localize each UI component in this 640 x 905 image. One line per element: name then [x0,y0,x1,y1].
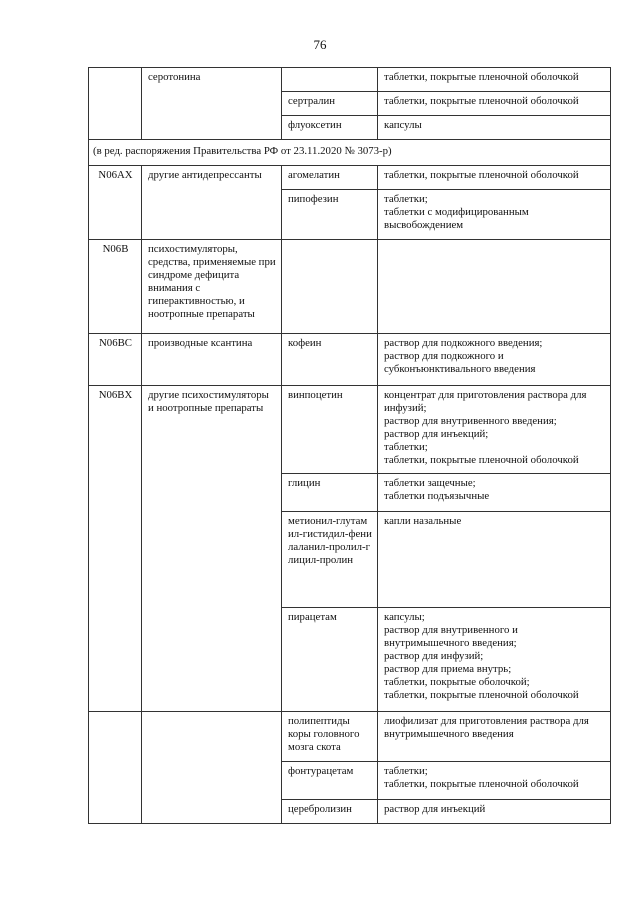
form-line: таблетки, покрытые оболочкой; [384,676,530,688]
form-line: раствор для внутривенного и внутримышечного введения; [384,624,518,649]
form-line: таблетки защечные; [384,477,476,489]
form-line: таблетки; [384,441,428,453]
group-cell: психостимуляторы, средства, применяемые при синдроме дефицита внимания с гиперактивностью, и ноотропные препараты [142,240,282,334]
form-cell [378,68,611,92]
drug-cell: глицин [282,474,378,512]
form-cell [378,474,611,512]
form-line: таблетки; [384,193,428,205]
atc-code-cell: N06BC [89,334,142,386]
form-line: раствор для подкожного введения; [384,337,543,349]
form-cell [378,762,611,800]
medicines-table [88,67,611,824]
drug-cell: фонтурацетам [282,762,378,800]
table-row [89,240,611,334]
form-line: раствор для внутривенного введения; [384,415,557,427]
drug-cell: полипептиды коры головного мозга скота [282,712,378,762]
form-line: раствор для приема внутрь; [384,663,512,675]
table-row [89,762,611,800]
atc-code-cell: N06B [89,240,142,334]
atc-code-cell: N06AX [89,166,142,190]
form-cell [378,116,611,140]
form-line: капли назальные [384,515,462,527]
form-cell [378,800,611,824]
form-line: концентрат для приготовления раствора для инфузий; [384,389,587,414]
form-line: таблетки, покрытые пленочной оболочкой [384,71,579,83]
table-row [89,608,611,712]
group-cell: другие антидепрессанты [142,166,282,190]
table-row [89,712,611,762]
form-cell [378,512,611,608]
form-cell [378,386,611,474]
form-line: таблетки, покрытые пленочной оболочкой [384,454,579,466]
group-cell: серотонина [142,68,282,92]
form-cell [378,190,611,240]
drug-cell: агомелатин [282,166,378,190]
form-cell [378,608,611,712]
form-line: таблетки, покрытые пленочной оболочкой [384,778,579,790]
form-line: лиофилизат для приготовления раствора для внутримышечного введения [384,715,589,740]
table-row [89,68,611,92]
form-line: таблетки, покрытые пленочной оболочкой [384,95,579,107]
amendment-note-row [89,140,611,166]
page-number: 76 [313,37,327,52]
form-line: капсулы; [384,611,425,623]
drug-cell: флуоксетин [282,116,378,140]
drug-cell: кофеин [282,334,378,386]
form-cell [378,712,611,762]
table-row [89,334,611,386]
amendment-note: (в ред. распоряжения Правительства РФ от 23.11.2020 № 3073-р) [89,140,611,166]
form-line: раствор для инъекций; [384,428,489,440]
table-row [89,116,611,140]
drug-cell: сертралин [282,92,378,116]
drug-cell: церебролизин [282,800,378,824]
form-cell [378,166,611,190]
table-row [89,474,611,512]
atc-code-cell: N06BX [89,386,142,474]
group-cell: другие психостимуляторы и ноотропные препараты [142,386,282,474]
drug-cell: метионил-глутамил-гистидил-фенилаланил-пролил-глицил-пролин [282,512,378,608]
form-cell [378,334,611,386]
drug-cell [282,68,378,92]
form-line: таблетки; [384,765,428,777]
form-line: таблетки, покрытые пленочной оболочкой [384,689,579,701]
table-row [89,166,611,190]
form-line: таблетки, покрытые пленочной оболочкой [384,169,579,181]
form-line: раствор для подкожного и субконъюнктивального введения [384,350,536,375]
table-row [89,512,611,608]
form-line: раствор для инъекций [384,803,486,815]
form-line: раствор для инфузий; [384,650,484,662]
table-row [89,386,611,474]
drug-cell: винпоцетин [282,386,378,474]
atc-code-cell [89,68,142,92]
form-line: таблетки подъязычные [384,490,490,502]
drug-cell: пипофезин [282,190,378,240]
drug-cell: пирацетам [282,608,378,712]
form-line: капсулы [384,119,422,131]
group-cell: производные ксантина [142,334,282,386]
table-row [89,190,611,240]
form-line: таблетки с модифицированным высвобождением [384,206,529,231]
table-row [89,92,611,116]
table-row [89,800,611,824]
form-cell [378,92,611,116]
